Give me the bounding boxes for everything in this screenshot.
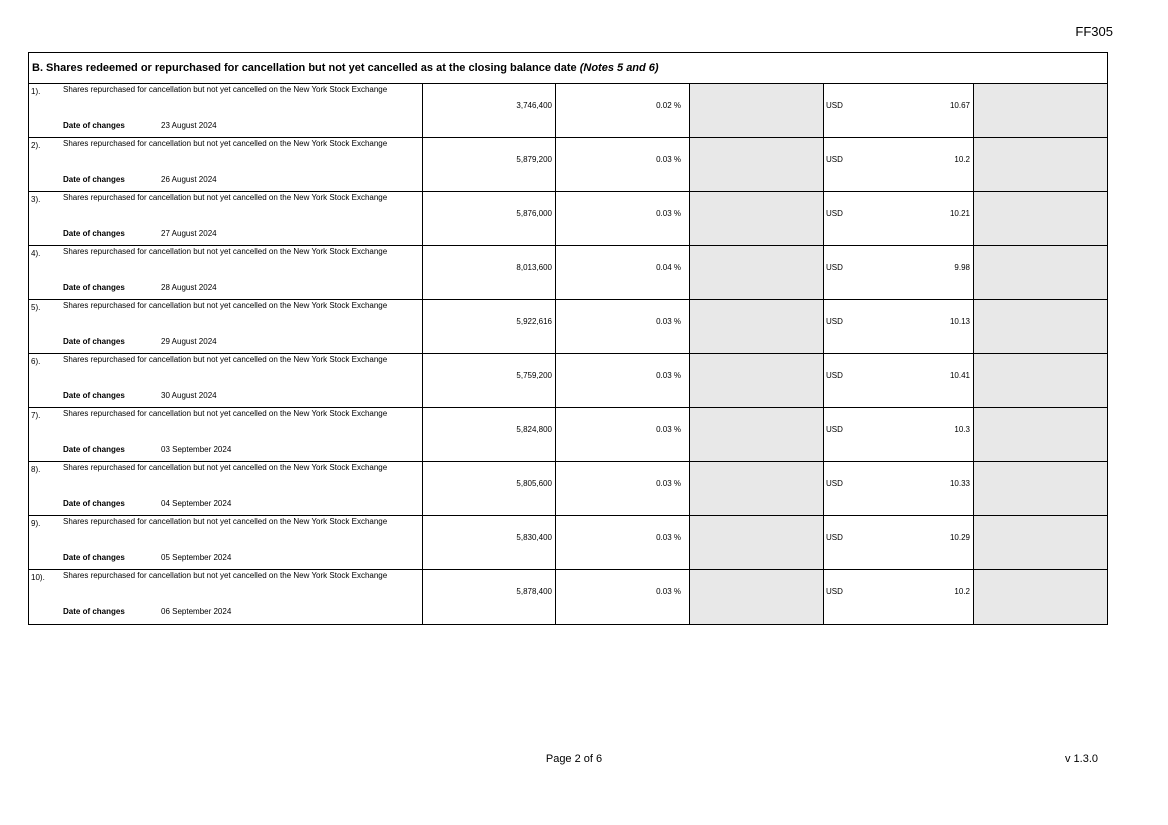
greyed-cell [690, 354, 824, 407]
shares-cell [423, 516, 556, 569]
date-of-changes-value: 28 August 2024 [161, 283, 217, 292]
shares-cell [423, 138, 556, 191]
greyed-cell [974, 246, 1107, 299]
row-description: Shares repurchased for cancellation but not yet cancelled on the New York Stock Exchange [63, 193, 388, 202]
date-of-changes-value: 05 September 2024 [161, 553, 232, 562]
percentage-value: 0.03 % [656, 533, 681, 542]
currency: USD [826, 101, 843, 110]
shares-count: 5,824,800 [516, 425, 552, 434]
date-of-changes-label: Date of changes [63, 175, 125, 184]
price-value: 9.98 [954, 263, 970, 272]
date-of-changes-label: Date of changes [63, 607, 125, 616]
row-description: Shares repurchased for cancellation but not yet cancelled on the New York Stock Exchange [63, 139, 388, 148]
row-description: Shares repurchased for cancellation but not yet cancelled on the New York Stock Exchange [63, 463, 388, 472]
greyed-cell [974, 192, 1107, 245]
price-value: 10.2 [954, 155, 970, 164]
percentage-value: 0.03 % [656, 371, 681, 380]
price-cell [824, 462, 974, 515]
date-of-changes-label: Date of changes [63, 499, 125, 508]
date-of-changes-label: Date of changes [63, 445, 125, 454]
currency: USD [826, 317, 843, 326]
shares-cell [423, 570, 556, 624]
description-cell [29, 246, 423, 299]
row-number: 2). [31, 141, 41, 150]
description-cell [29, 354, 423, 407]
currency: USD [826, 371, 843, 380]
price-cell [824, 246, 974, 299]
row-number: 3). [31, 195, 41, 204]
percentage-value: 0.03 % [656, 479, 681, 488]
greyed-cell [690, 570, 824, 624]
price-cell [824, 84, 974, 137]
greyed-cell [974, 570, 1107, 624]
row-description: Shares repurchased for cancellation but not yet cancelled on the New York Stock Exchange [63, 247, 388, 256]
row-number: 7). [31, 411, 41, 420]
date-of-changes-value: 27 August 2024 [161, 229, 217, 238]
row-number: 10). [31, 573, 45, 582]
date-of-changes-value: 29 August 2024 [161, 337, 217, 346]
greyed-cell [974, 408, 1107, 461]
price-cell [824, 300, 974, 353]
table-row [29, 300, 1107, 354]
percentage-cell [556, 84, 690, 137]
row-description: Shares repurchased for cancellation but not yet cancelled on the New York Stock Exchange [63, 409, 388, 418]
greyed-cell [690, 246, 824, 299]
currency: USD [826, 209, 843, 218]
table-body [29, 84, 1107, 624]
shares-count: 5,759,200 [516, 371, 552, 380]
greyed-cell [974, 354, 1107, 407]
shares-count: 5,922,616 [516, 317, 552, 326]
description-cell [29, 84, 423, 137]
row-description: Shares repurchased for cancellation but not yet cancelled on the New York Stock Exchange [63, 301, 388, 310]
page-number: Page 2 of 6 [545, 753, 603, 765]
shares-count: 8,013,600 [516, 263, 552, 272]
date-of-changes-label: Date of changes [63, 337, 125, 346]
date-of-changes-label: Date of changes [63, 553, 125, 562]
greyed-cell [974, 516, 1107, 569]
row-number: 4). [31, 249, 41, 258]
shares-cell [423, 354, 556, 407]
shares-count: 3,746,400 [516, 101, 552, 110]
percentage-value: 0.04 % [656, 263, 681, 272]
percentage-value: 0.03 % [656, 209, 681, 218]
greyed-cell [974, 84, 1107, 137]
row-description: Shares repurchased for cancellation but not yet cancelled on the New York Stock Exchange [63, 355, 388, 364]
shares-count: 5,879,200 [516, 155, 552, 164]
percentage-value: 0.02 % [656, 101, 681, 110]
date-of-changes-label: Date of changes [63, 121, 125, 130]
table-row [29, 246, 1107, 300]
table-row [29, 138, 1107, 192]
percentage-cell [556, 408, 690, 461]
currency: USD [826, 425, 843, 434]
date-of-changes-value: 23 August 2024 [161, 121, 217, 130]
greyed-cell [690, 192, 824, 245]
price-cell [824, 192, 974, 245]
currency: USD [826, 587, 843, 596]
description-cell [29, 408, 423, 461]
shares-count: 5,878,400 [516, 587, 552, 596]
price-value: 10.29 [949, 533, 970, 542]
currency: USD [826, 533, 843, 542]
greyed-cell [690, 462, 824, 515]
description-cell [29, 300, 423, 353]
date-of-changes-label: Date of changes [63, 229, 125, 238]
shares-cell [423, 84, 556, 137]
row-number: 9). [31, 519, 41, 528]
shares-cell [423, 408, 556, 461]
date-of-changes-value: 04 September 2024 [161, 499, 232, 508]
greyed-cell [974, 138, 1107, 191]
table-row [29, 570, 1107, 624]
percentage-cell [556, 192, 690, 245]
percentage-value: 0.03 % [656, 155, 681, 164]
currency: USD [826, 479, 843, 488]
shares-count: 5,805,600 [516, 479, 552, 488]
date-of-changes-label: Date of changes [63, 391, 125, 400]
description-cell [29, 192, 423, 245]
percentage-value: 0.03 % [656, 425, 681, 434]
table-row [29, 84, 1107, 138]
price-value: 10.13 [949, 317, 970, 326]
percentage-value: 0.03 % [656, 587, 681, 596]
shares-count: 5,876,000 [516, 209, 552, 218]
currency: USD [826, 155, 843, 164]
table-row [29, 408, 1107, 462]
percentage-cell [556, 516, 690, 569]
greyed-cell [690, 516, 824, 569]
price-value: 10.21 [949, 209, 970, 218]
greyed-cell [690, 138, 824, 191]
description-cell [29, 516, 423, 569]
form-code: FF305 [1075, 24, 1113, 39]
shares-count: 5,830,400 [516, 533, 552, 542]
description-cell [29, 462, 423, 515]
table-row [29, 192, 1107, 246]
row-description: Shares repurchased for cancellation but not yet cancelled on the New York Stock Exchange [63, 517, 388, 526]
row-description: Shares repurchased for cancellation but not yet cancelled on the New York Stock Exchange [63, 85, 388, 94]
price-cell [824, 138, 974, 191]
greyed-cell [690, 84, 824, 137]
price-cell [824, 516, 974, 569]
percentage-cell [556, 246, 690, 299]
percentage-cell [556, 354, 690, 407]
greyed-cell [974, 462, 1107, 515]
percentage-value: 0.03 % [656, 317, 681, 326]
row-number: 8). [31, 465, 41, 474]
shares-table [28, 52, 1108, 625]
price-value: 10.41 [949, 371, 970, 380]
percentage-cell [556, 462, 690, 515]
greyed-cell [974, 300, 1107, 353]
description-cell [29, 138, 423, 191]
section-title-text: B. Shares redeemed or repurchased for cancellation but not yet cancelled as at the closing balance date [32, 62, 577, 74]
version-label: v 1.3.0 [1064, 753, 1098, 765]
section-notes: (Notes 5 and 6) [579, 62, 659, 74]
date-of-changes-value: 03 September 2024 [161, 445, 232, 454]
row-number: 1). [31, 87, 41, 96]
greyed-cell [690, 408, 824, 461]
date-of-changes-value: 26 August 2024 [161, 175, 217, 184]
price-cell [824, 354, 974, 407]
shares-cell [423, 192, 556, 245]
price-cell [824, 408, 974, 461]
row-description: Shares repurchased for cancellation but not yet cancelled on the New York Stock Exchange [63, 571, 388, 580]
table-row [29, 462, 1107, 516]
shares-cell [423, 246, 556, 299]
percentage-cell [556, 570, 690, 624]
table-row [29, 516, 1107, 570]
row-number: 5). [31, 303, 41, 312]
table-row [29, 354, 1107, 408]
greyed-cell [690, 300, 824, 353]
percentage-cell [556, 300, 690, 353]
row-number: 6). [31, 357, 41, 366]
section-title [29, 53, 1107, 84]
date-of-changes-label: Date of changes [63, 283, 125, 292]
price-value: 10.3 [954, 425, 970, 434]
price-cell [824, 570, 974, 624]
date-of-changes-value: 30 August 2024 [161, 391, 217, 400]
shares-cell [423, 462, 556, 515]
price-value: 10.2 [954, 587, 970, 596]
shares-cell [423, 300, 556, 353]
price-value: 10.67 [949, 101, 970, 110]
date-of-changes-value: 06 September 2024 [161, 607, 232, 616]
percentage-cell [556, 138, 690, 191]
description-cell [29, 570, 423, 624]
price-value: 10.33 [949, 479, 970, 488]
currency: USD [826, 263, 843, 272]
